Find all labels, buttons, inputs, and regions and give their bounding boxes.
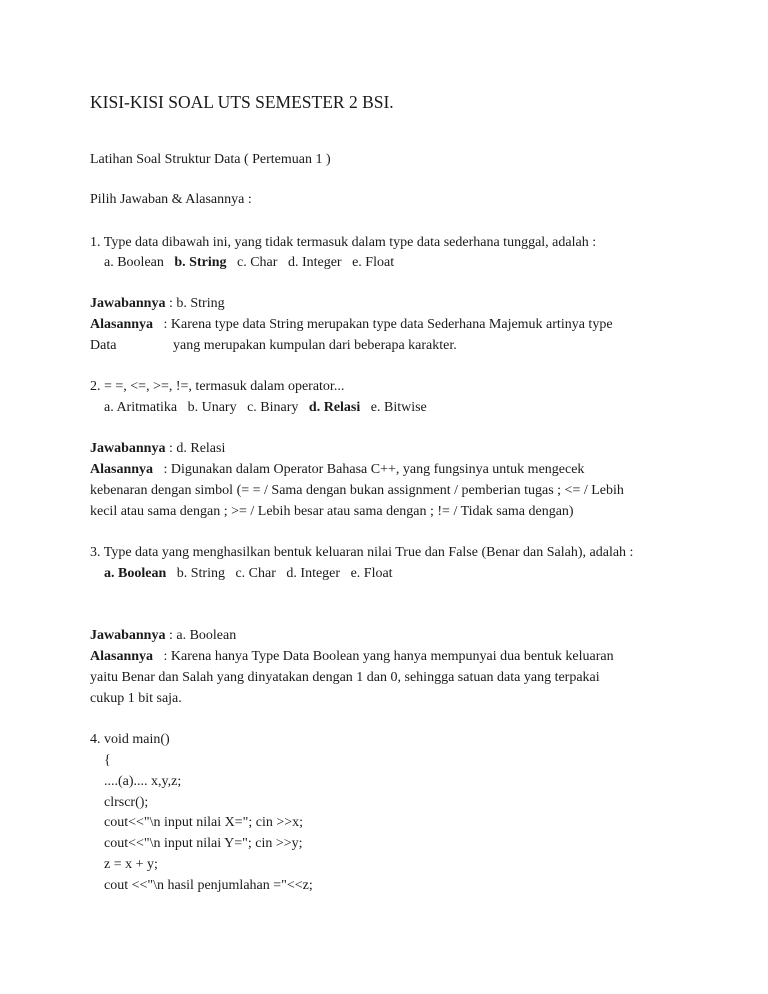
q1-answer-value: : b. String: [165, 296, 225, 311]
q2-option-a: a. Aritmatika: [104, 400, 178, 415]
q1-option-c: c. Char: [237, 255, 278, 270]
reason-label: Alasannya: [90, 317, 154, 332]
q1-answer: [90, 294, 225, 314]
q2-reason-line-2: kebenaran dengan simbol (= = / Sama dengan bukan assignment / pemberian tugas ; <= / Lebih: [90, 483, 624, 498]
reason-label: Alasannya: [90, 649, 154, 664]
q4-code-line: cout<<"\n input nilai X="; cin >>x;: [104, 815, 304, 830]
answer-label: Jawabannya: [90, 441, 166, 456]
q2-option-d: d. Relasi: [308, 400, 361, 415]
q2-answer-value: : d. Relasi: [165, 441, 226, 456]
q1-option-e: e. Float: [352, 255, 395, 270]
q3-reason-line-2: yaitu Benar dan Salah yang dinyatakan dengan 1 dan 0, sehingga satuan data yang terpakai: [90, 670, 600, 685]
q2-options: [104, 398, 427, 418]
q3-option-e: e. Float: [350, 566, 393, 581]
q2-question: 2. = =, <=, >=, !=, termasuk dalam operator...: [90, 379, 345, 394]
instruction: Pilih Jawaban & Alasannya :: [90, 192, 252, 207]
answer-label: Jawabannya: [90, 628, 166, 643]
q4-question: 4. void main(): [90, 732, 170, 747]
q2-answer: [90, 439, 225, 459]
q2-option-c: c. Binary: [247, 400, 299, 415]
q2-option-e: e. Bitwise: [370, 400, 427, 415]
q4-code-line: {: [104, 753, 111, 768]
q4-code-line: cout <<"\n hasil penjumlahan ="<<z;: [104, 878, 313, 893]
q3-reason-line-1: Alasannya : Karena hanya Type Data Boolean yang hanya mempunyai dua bentuk keluaran: [90, 649, 614, 664]
q1-options: [104, 253, 394, 273]
q3-option-d: d. Integer: [286, 566, 341, 581]
page-title: KISI-KISI SOAL UTS SEMESTER 2 BSI.: [90, 92, 394, 112]
q2-reason-line-3: kecil atau sama dengan ; >= / Lebih besar atau sama dengan ; != / Tidak sama dengan): [90, 504, 574, 519]
q3-question: 3. Type data yang menghasilkan bentuk keluaran nilai True dan False (Benar dan Salah), adalah :: [90, 545, 634, 560]
q3-answer: [90, 626, 236, 646]
reason-label: Alasannya: [90, 462, 154, 477]
q4-code-line: ....(a).... x,y,z;: [104, 774, 182, 789]
q4-code-line: z = x + y;: [104, 857, 158, 872]
q1-reason-line-2: Data yang merupakan kumpulan dari beberapa karakter.: [90, 338, 457, 353]
q1-reason-line-1: Alasannya : Karena type data String merupakan type data Sederhana Majemuk artinya type: [90, 317, 613, 332]
q1-question: 1. Type data dibawah ini, yang tidak termasuk dalam type data sederhana tunggal, adalah :: [90, 235, 597, 250]
q3-option-c: c. Char: [235, 566, 276, 581]
q1-option-d: d. Integer: [287, 255, 342, 270]
answer-label: Jawabannya: [90, 296, 166, 311]
q3-option-b: b. String: [176, 566, 225, 581]
q2-reason-line-1: Alasannya : Digunakan dalam Operator Bahasa C++, yang fungsinya untuk mengecek: [90, 462, 585, 477]
q1-option-a: a. Boolean: [104, 255, 164, 270]
q3-reason-line-3: cukup 1 bit saja.: [90, 691, 182, 706]
q4-code-line: cout<<"\n input nilai Y="; cin >>y;: [104, 836, 303, 851]
q4-code-line: clrscr();: [104, 795, 149, 810]
q3-answer-value: : a. Boolean: [165, 628, 237, 643]
q1-option-b: b. String: [174, 255, 227, 270]
q3-options: [104, 564, 393, 584]
q2-option-b: b. Unary: [187, 400, 237, 415]
subtitle: Latihan Soal Struktur Data ( Pertemuan 1 ): [90, 152, 331, 167]
q3-option-a: a. Boolean: [104, 566, 167, 581]
